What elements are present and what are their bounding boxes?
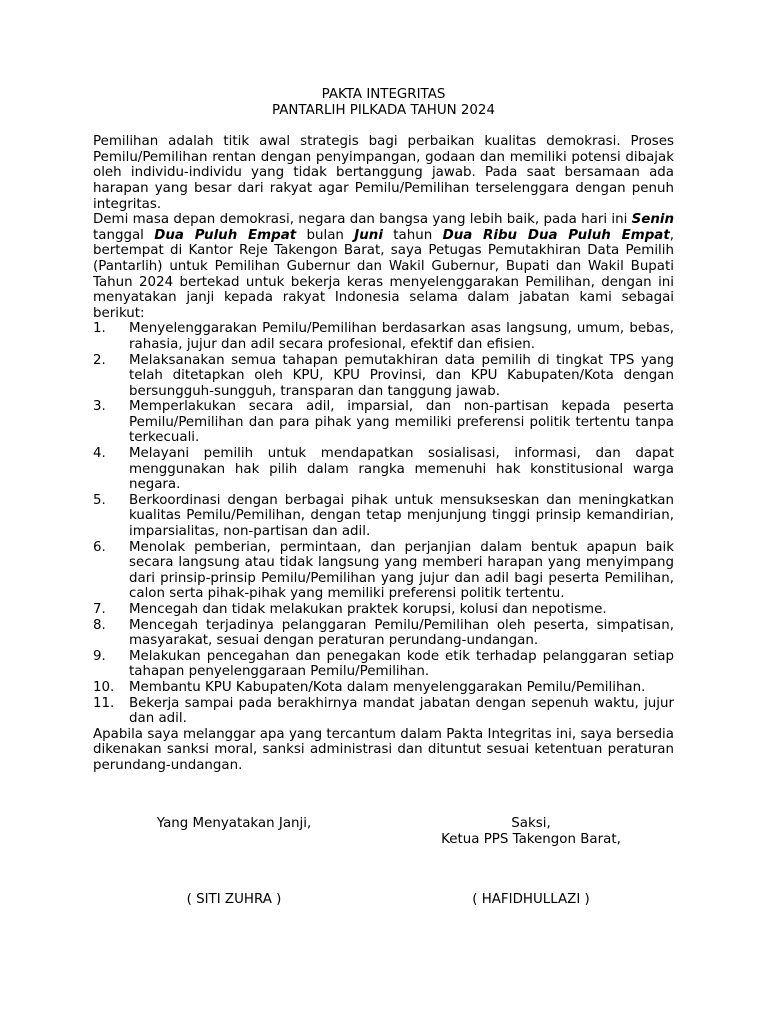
list-item-number: 7.: [93, 602, 106, 617]
signature-left-label: Yang Menyatakan Janji,: [156, 816, 312, 831]
list-item-text: Melayani pemilih untuk mendapatkan sosialisasi, informasi, dan dapat menggunakan hak pilih dalam rangka memenuhi hak konstitusional warga negara.: [129, 446, 674, 493]
title-line-1: PAKTA INTEGRITAS: [321, 87, 446, 102]
list-item: [93, 649, 674, 680]
statement-year: Dua Ribu Dua Puluh Empat: [442, 227, 670, 243]
list-item-text: Menolak pemberian, permintaan, dan perjanjian dalam bentuk apapun baik secara langsung atau tidak langsung yang memberi harapan yang menyimpang dari prinsip-prinsip Pemilu/Pemilihan yang jujur dan adil bagi peserta Pemilihan, calon serta pihak-pihak yang memiliki preferensi politik tertentu.: [129, 539, 674, 602]
list-item-number: 4.: [93, 446, 106, 462]
document-body: [93, 87, 674, 774]
list-item-number: 9.: [93, 648, 106, 664]
statement-text-3: bulan: [296, 227, 355, 243]
list-item-number: 8.: [93, 617, 106, 633]
list-item-number: 3.: [93, 399, 106, 415]
intro-paragraph: Pemilihan adalah titik awal strategis bagi perbaikan kualitas demokrasi. Proses Pemilu/Pemilihan rentan dengan penyimpangan, godaan dan memiliki potensi dibajak oleh individu-individu yang tidak bertanggung jawab. Pada saat bersamaan ada harapan yang besar dari rakyat agar Pemilu/Pemilihan terselenggara dengan penuh integritas.: [93, 134, 674, 212]
list-item: [93, 493, 674, 540]
list-item-number: 1.: [93, 321, 106, 337]
list-item-text: Bekerja sampai pada berakhirnya mandat jabatan dengan sepenuh waktu, jujur dan adil.: [129, 695, 674, 727]
list-item: [93, 618, 674, 649]
closing-paragraph: Apabila saya melanggar apa yang tercantum dalam Pakta Integritas ini, saya bersedia dikenakan sanksi moral, sanksi administrasi dan dituntut sesuai ketentuan peraturan perundang-undangan.: [93, 726, 674, 773]
document-title: [93, 87, 674, 118]
statement-text-4: tahun: [382, 227, 443, 243]
signature-right-sublabel: Ketua PPS Takengon Barat,: [441, 831, 621, 847]
title-gap: [93, 118, 674, 134]
list-item-number: 2.: [93, 352, 106, 368]
statement-text-5: , bertempat di Kantor Reje Takengon Barat, saya Petugas Pemutakhiran Data Pemilih (Pantarlih) untuk Pemilihan Gubernur dan Wakil Gubernur, Bupati dan Wakil Bupati Tahun 2024 bertekad untuk bekerja keras menyelenggarakan Pemilihan, dengan ini menyatakan janji kepada rakyat Indonesia selama dalam jabatan kami sebagai berikut:: [93, 227, 674, 321]
list-item: [93, 399, 674, 446]
list-item-text: Melakukan pencegahan dan penegakan kode etik terhadap pelanggaran setiap tahapan penyelenggaraan Pemilu/Pemilihan.: [129, 648, 674, 680]
list-item: [93, 446, 674, 493]
list-item-number: 5.: [93, 492, 106, 508]
list-item: [93, 680, 674, 696]
list-item: [93, 602, 674, 618]
signature-right-label: Saksi,: [511, 816, 551, 831]
list-item-text: Memperlakukan secara adil, imparsial, dan non-partisan kepada peserta Pemilu/Pemilihan dan para pihak yang memiliki preferensi politik tertentu tanpa terkecuali.: [129, 399, 674, 446]
list-item-number: 6.: [93, 539, 106, 555]
statement-month: Juni: [354, 227, 383, 243]
statement-day: Senin: [631, 212, 674, 228]
list-item: [93, 540, 674, 602]
title-line-2: PANTARLIH PILKADA TAHUN 2024: [272, 102, 495, 118]
list-item-text: Berkoordinasi dengan berbagai pihak untuk mensukseskan dan meningkatkan kualitas Pemilu/Pemilihan, dengan tetap menjunjung tinggi prinsip kemandirian, imparsialitas, non-partisan dan adil.: [129, 492, 674, 540]
signature-left-block: [140, 816, 328, 832]
list-item-number: 11.: [93, 695, 115, 711]
signature-right-block: [425, 816, 637, 847]
list-item-text: Melaksanakan semua tahapan pemutakhiran data pemilih di tingkat TPS yang telah ditetapkan oleh KPU, KPU Provinsi, dan KPU Kabupaten/Kota dengan bersungguh-sungguh, transparan dan tanggung jawab.: [129, 352, 674, 399]
list-item: [93, 353, 674, 400]
list-item-text: Menyelenggarakan Pemilu/Pemilihan berdasarkan asas langsung, umum, bebas, rahasia, jujur dan adil secara profesional, efektif dan efisien.: [129, 321, 674, 352]
list-item-text: Membantu KPU Kabupaten/Kota dalam menyelenggarakan Pemilu/Pemilihan.: [129, 679, 646, 695]
signatory-left-name: ( SITI ZUHRA ): [186, 892, 282, 907]
signatory-right-name: ( HAFIDHULLAZI ): [472, 892, 590, 907]
list-item-text: Mencegah dan tidak melakukan praktek korupsi, kolusi dan nepotisme.: [129, 602, 607, 617]
list-item: [93, 321, 674, 352]
pledge-list: [93, 321, 674, 726]
statement-date: Dua Puluh Empat: [154, 227, 297, 243]
statement-text-1: Demi masa depan demokrasi, negara dan bangsa yang lebih baik, pada hari ini: [93, 212, 632, 228]
list-item: [93, 696, 674, 727]
list-item-text: Mencegah terjadinya pelanggaran Pemilu/Pemilihan oleh peserta, simpatisan, masyarakat, sesuai dengan peraturan perundang-undangan.: [129, 617, 674, 649]
list-item-number: 10.: [93, 679, 115, 695]
statement-text-2: tanggal: [93, 227, 155, 243]
statement-paragraph: [93, 212, 674, 321]
